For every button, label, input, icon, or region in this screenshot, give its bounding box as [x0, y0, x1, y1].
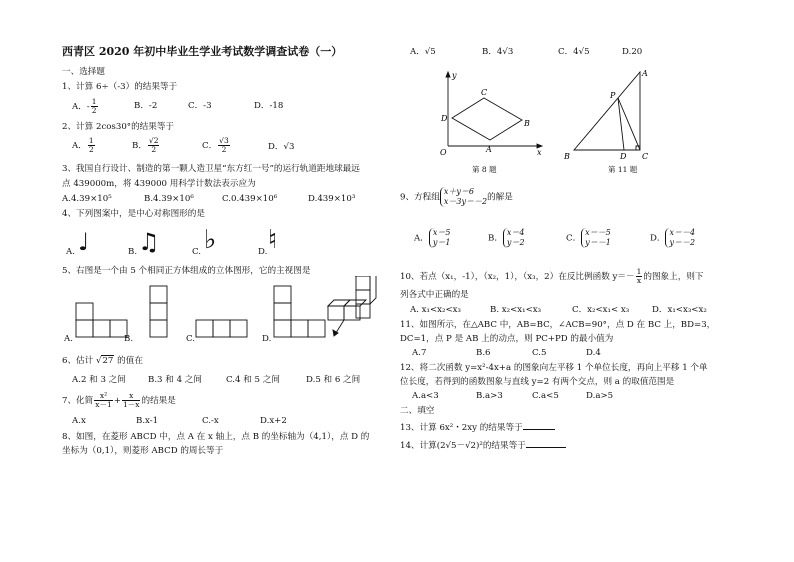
q3-option-d: D.439×10³ — [308, 194, 356, 204]
q9-a1: x＝5 — [432, 228, 451, 237]
q9-a-label: A． — [414, 233, 429, 244]
q8-option-c: C．4√5 — [558, 47, 590, 57]
figure-8-rhombus — [434, 68, 544, 158]
q1-a-num: 1 — [91, 97, 97, 106]
q9-c1: x＝－5 — [585, 228, 611, 237]
q7-f2-den: 1－x — [122, 400, 140, 409]
q7-fraction-1 — [94, 392, 113, 409]
q9-eq1: x＋y＝6 — [443, 187, 474, 196]
q3-line1: 3、我国自行设计、制造的第一颗人造卫星“东方红一号”的运行轨道距地球最远 — [62, 164, 360, 174]
fig8-label-x: x — [537, 148, 542, 157]
q9-b1: x＝4 — [506, 228, 525, 237]
q5-view-b — [150, 286, 167, 337]
q7-f2-num: x — [122, 392, 141, 401]
q8-line1: 8、如图，在菱形 ABCD 中，点 A 在 x 轴上，点 B 的坐标轴为（4,1），点 D 的 — [62, 432, 370, 442]
q7-option-d: D.x+2 — [260, 416, 287, 426]
q9-d1: x＝－4 — [669, 228, 696, 237]
q1-option-d: D．-18 — [254, 101, 284, 111]
q9-option-b — [488, 228, 525, 248]
q9-eq2: x－3y＝－2 — [443, 197, 488, 206]
q10-option-a: A. x₁<x₂<x₃ — [410, 305, 461, 315]
quarter-note-icon: ♩ — [78, 228, 90, 256]
q4-option-d: D. — [258, 247, 268, 257]
fig11-label-p: P — [610, 91, 616, 100]
fig8-rhombus — [452, 98, 522, 140]
q7-fraction-2 — [122, 392, 141, 409]
q9-option-c — [566, 228, 611, 248]
q13-answer-blank[interactable] — [523, 420, 555, 430]
q12-option-c: C.a<5 — [532, 391, 559, 401]
q6-option-c: C.4 和 5 之间 — [226, 375, 280, 385]
q13-text: 13、计算 6x²・2xy 的结果等于 — [400, 423, 523, 433]
q7-option-a: A.x — [72, 416, 86, 426]
fig11-caption: 第 11 题 — [608, 165, 638, 174]
q5-view-a — [76, 303, 127, 337]
q9-c2: y＝－1 — [585, 238, 611, 247]
q12-line1: 12、将二次函数 y=x²-4x+a 的图象向左平移 1 个单位长度，再向上平移 1 个单 — [400, 363, 708, 373]
section-choice: 一、选择题 — [62, 67, 105, 77]
natural-sign-icon: ♮ — [268, 225, 278, 255]
q3-option-c: C.0.439×10⁶ — [222, 194, 278, 204]
q12-option-d: D.a>5 — [586, 391, 614, 401]
q1-a-label: A．- — [72, 102, 90, 112]
q5-stem: 5、右图是一个由 5 个相同正方体组成的立体图形，它的主视图是 — [62, 266, 311, 276]
q10-fraction — [636, 268, 643, 285]
q9-a2: y＝1 — [432, 238, 451, 247]
exam-title: 西青区 2020 年初中毕业生学业考试数学调查试卷（一） — [62, 45, 343, 58]
q2-option-d — [268, 142, 294, 153]
q4-option-b: B. — [128, 247, 138, 257]
q11-option-c: C.5 — [532, 348, 547, 358]
beamed-notes-icon: ♫ — [138, 228, 160, 256]
q10-line1-pre: 10、若点（x₁，-1），（x₂，1），（x₃，2）在反比例函数 y＝－ — [400, 272, 635, 282]
q13-stem — [400, 420, 555, 434]
q6-option-d: D.5 和 6 之间 — [306, 375, 361, 385]
q2-b-label: B． — [132, 141, 147, 151]
q7-f1-den: x－1 — [95, 400, 112, 409]
q4-stem: 4、下列图案中，是中心对称图形的是 — [62, 209, 205, 219]
q2-d-value: √3 — [283, 142, 295, 152]
q10-line2: 列各式中正确的是 — [400, 290, 469, 300]
q7-plus: + — [113, 396, 121, 406]
q2-c-label: C． — [202, 141, 218, 151]
q10-option-d: D．x₁<x₃<x₂ — [652, 305, 707, 315]
q9-system — [440, 187, 487, 207]
q9-stem-end: 的解是 — [487, 192, 513, 203]
q12-option-b: B.a>3 — [476, 391, 503, 401]
q5-option-b: B. — [124, 334, 134, 344]
q11-line2: DC=1，点 P 是 AB 上的动点，则 PC+PD 的最小值为 — [400, 334, 614, 344]
q8-option-d: D.20 — [622, 47, 643, 57]
q12-line2: 位长度，若得到的函数图象与直线 y=2 有两个交点，则 a 的取值范围是 — [400, 377, 675, 387]
q1-stem: 1、计算 6÷（-3）的结果等于 — [62, 82, 178, 92]
q2-c-den: 2 — [221, 145, 227, 154]
fig8-label-o: O — [440, 148, 447, 157]
q10-option-c: C．x₂<x₁< x₃ — [572, 305, 630, 315]
q14-expression: (2√5－√2)² — [436, 441, 483, 451]
fig11-label-a: A — [642, 69, 648, 78]
q2-d-label: D． — [268, 142, 284, 152]
q1-option-c: C．-3 — [188, 101, 212, 111]
q7-f1-num: x² — [94, 392, 113, 401]
q5-option-d: D. — [262, 334, 272, 344]
fig11-label-c: C — [642, 152, 649, 160]
q6-stem: 6、估计 √27 的值在 — [62, 356, 143, 366]
q10-option-b: B. x₂<x₁<x₃ — [490, 305, 542, 315]
q3-option-b: B.4.39×10⁶ — [144, 194, 194, 204]
fig11-label-d: D — [620, 152, 627, 160]
q5-view-c — [196, 320, 247, 337]
q2-option-b — [132, 137, 160, 154]
q12-option-a: A.a<3 — [412, 391, 439, 401]
q6-stem-pre: 6、估计 — [62, 356, 94, 366]
q14-stem-pre: 14、计算 — [400, 441, 437, 451]
q2-a-num: 1 — [88, 136, 94, 145]
q2-option-a — [72, 137, 96, 154]
fig8-y-arrow — [446, 72, 450, 77]
q14-stem-end: 的结果等于 — [482, 441, 526, 451]
q8-option-b: B．4√3 — [482, 47, 514, 57]
figure-11-triangle — [560, 64, 660, 160]
q11-line1: 11、如图所示，在△ABC 中，AB=BC，∠ACB=90°，点 D 在 BC 上，BD=3， — [400, 320, 716, 330]
q2-stem: 2、计算 2cos30°的结果等于 — [62, 122, 175, 132]
q9-stem — [400, 187, 513, 207]
fig8-label-a: A — [486, 145, 492, 154]
q4-option-c: C. — [192, 247, 202, 257]
q5-option-a: A. — [64, 334, 73, 344]
q9-c-system — [581, 228, 611, 248]
q2-c-fraction — [218, 137, 230, 154]
q9-b-label: B． — [488, 233, 503, 244]
q3-option-a: A.4.39×10⁵ — [62, 194, 112, 204]
q5-option-c: C. — [186, 334, 196, 344]
q7-option-c: C.-x — [202, 416, 219, 426]
q9-c-label: C． — [566, 233, 582, 244]
fig8-label-y: y — [452, 71, 457, 80]
q2-b-fraction — [148, 137, 160, 154]
flat-sign-icon: ♭ — [204, 225, 217, 255]
q2-a-den: 2 — [88, 145, 94, 154]
q9-stem-pre: 9、方程组 — [400, 192, 440, 203]
q6-stem-end: 的值在 — [117, 356, 143, 366]
q7-stem-pre: 7、化简 — [62, 396, 94, 406]
q2-a-label: A． — [72, 141, 87, 151]
q8-option-a: A．√5 — [410, 47, 436, 57]
q10-f-den: x — [636, 276, 642, 285]
q11-option-b: B.6 — [476, 348, 491, 358]
q9-b2: y＝2 — [506, 238, 525, 247]
q10-line1 — [400, 268, 704, 285]
q7-stem — [62, 392, 176, 409]
q2-option-c — [202, 137, 231, 154]
q1-option-b: B．-2 — [134, 101, 158, 111]
fig11-triangle — [574, 72, 640, 150]
q10-line1-end: 的图象上，则下 — [643, 272, 704, 282]
q6-option-a: A.2 和 3 之间 — [72, 375, 126, 385]
q5-view-d — [274, 286, 325, 337]
q14-answer-blank[interactable] — [526, 438, 566, 448]
q9-option-d — [650, 228, 695, 248]
q5-figures — [62, 276, 392, 346]
fig8-label-b: B — [524, 119, 530, 128]
q9-d-system — [665, 228, 695, 248]
q2-b-den: 2 — [151, 145, 157, 154]
q10-f-num: 1 — [636, 267, 642, 276]
fig8-caption: 第 8 题 — [472, 165, 497, 174]
q1-a-den: 2 — [91, 106, 97, 115]
q3-line2: 点 439000m，将 439000 用科学计数法表示应为 — [62, 179, 256, 189]
section-fill: 二、填空 — [400, 406, 435, 416]
fig8-label-d: D — [441, 114, 448, 123]
q9-d-label: D． — [650, 233, 666, 244]
q6-root: 27 — [102, 356, 114, 366]
q9-a-system — [429, 228, 451, 248]
q11-option-a: A.7 — [412, 348, 427, 358]
q2-b-num: √2 — [148, 136, 159, 145]
q7-stem-end: 的结果是 — [141, 396, 176, 406]
q14-stem — [400, 438, 566, 452]
q2-c-num: √3 — [219, 136, 229, 145]
fig8-label-c: C — [481, 88, 488, 97]
q1-option-a — [72, 98, 99, 115]
q9-b-system — [503, 228, 525, 248]
fig11-label-b: B — [564, 152, 570, 160]
q7-option-b: B.x-1 — [136, 416, 159, 426]
q8-line2: 坐标为（0,1），则菱形 ABCD 的周长等于 — [62, 446, 224, 456]
q1-a-fraction — [91, 98, 98, 115]
q9-option-a — [414, 228, 450, 248]
q5-solid-figure — [328, 276, 376, 336]
q2-a-fraction — [88, 137, 95, 154]
q4-option-a: A. — [66, 247, 75, 257]
q9-d2: y＝－2 — [669, 238, 696, 247]
q11-option-d: D.4 — [586, 348, 601, 358]
q6-option-b: B.3 和 4 之间 — [148, 375, 202, 385]
